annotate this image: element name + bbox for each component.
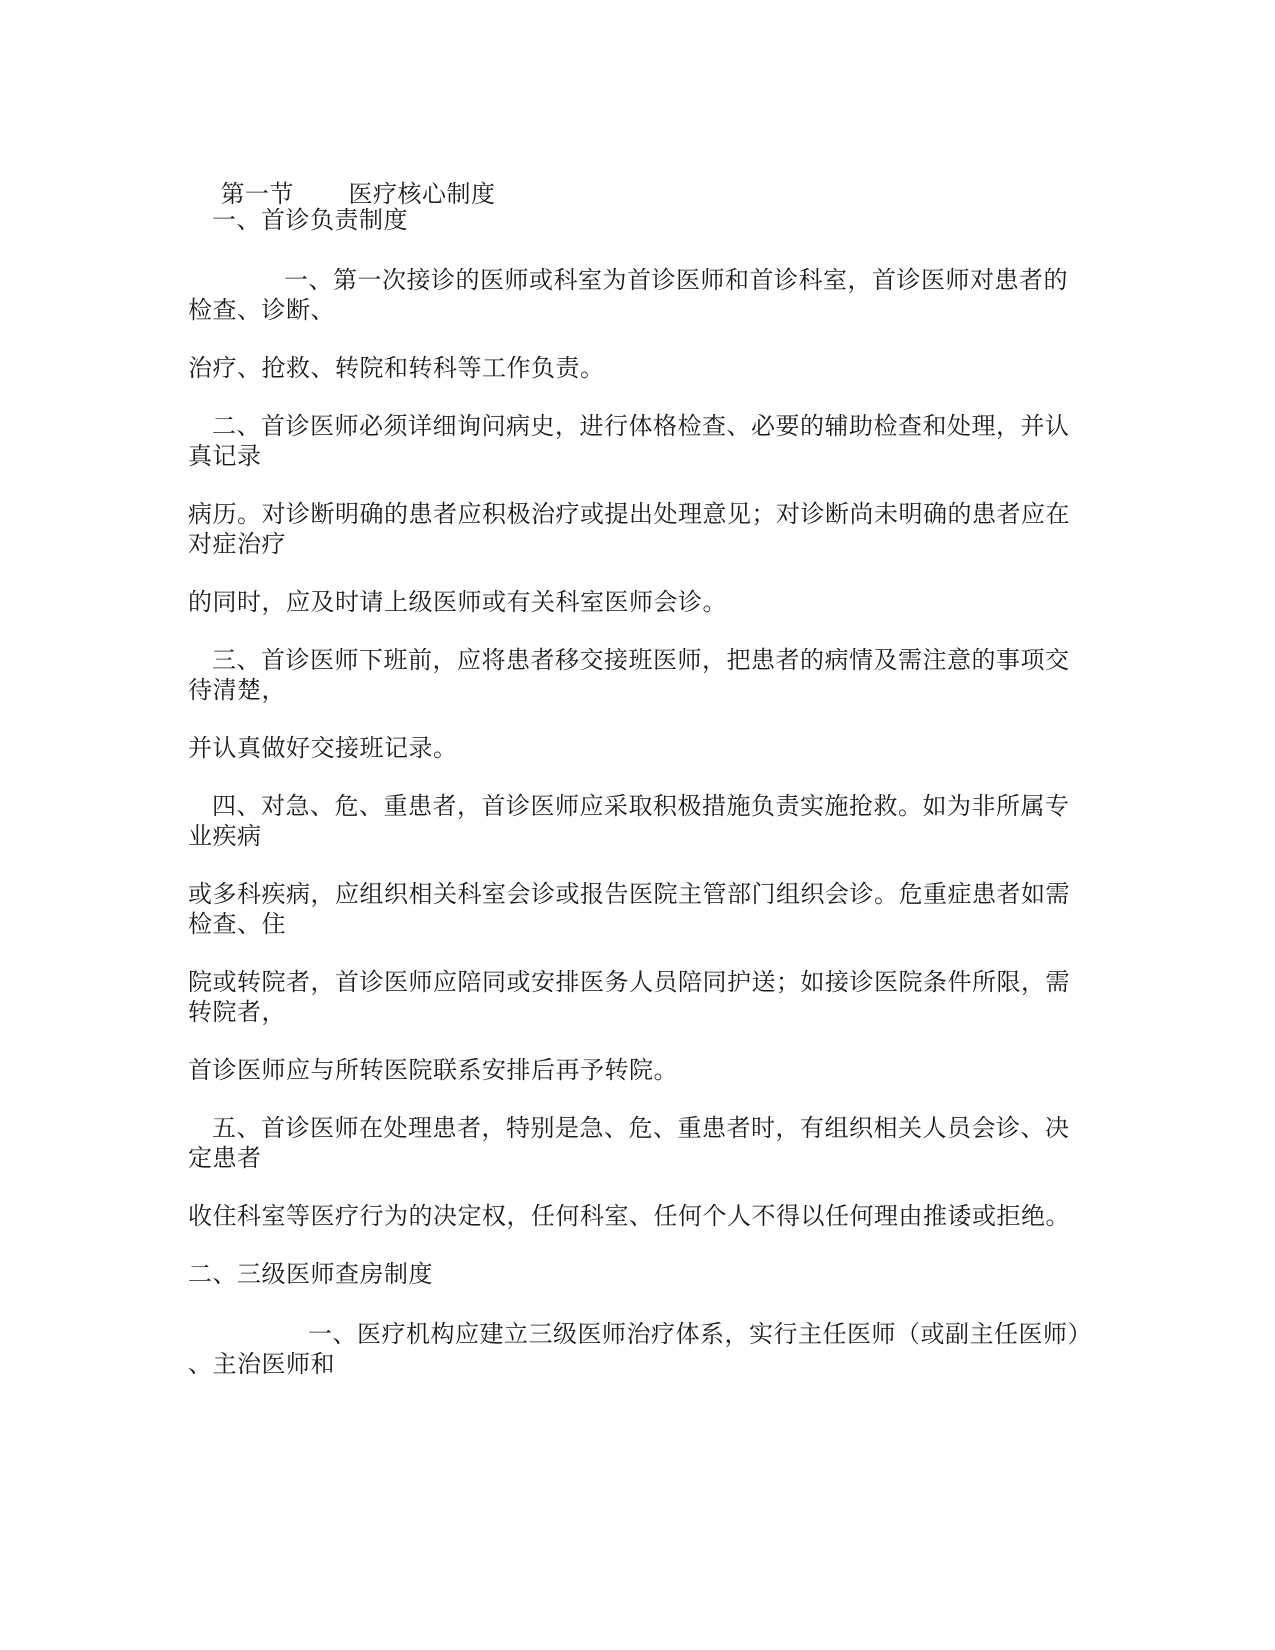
paragraph-line: 三、首诊医师下班前，应将患者移交接班医师，把患者的病情及需注意的事项交 [212,646,1070,674]
section-number: 第一节 [220,180,295,208]
document-page [188,0,1092,1650]
paragraph-line: 检查、住 [188,910,286,938]
paragraph-line: 业疾病 [188,822,262,850]
paragraph-line: 一、第一次接诊的医师或科室为首诊医师和首诊科室，首诊医师对患者的 [284,266,1068,294]
paragraph-line: 二、首诊医师必须详细询问病史，进行体格检查、必要的辅助检查和处理，并认 [212,412,1070,440]
paragraph-line: 转院者， [188,998,286,1026]
paragraph-line: 定患者 [188,1144,262,1172]
subsection-heading: 二、三级医师查房制度 [188,1260,433,1288]
paragraph-line: 并认真做好交接班记录。 [188,734,458,762]
paragraph-line: 治疗、抢救、转院和转科等工作负责。 [188,354,605,382]
paragraph-line: 对症治疗 [188,530,286,558]
paragraph-line: 、主治医师和 [188,1350,335,1378]
paragraph-line: 五、首诊医师在处理患者，特别是急、危、重患者时，有组织相关人员会诊、决 [212,1114,1070,1142]
paragraph-line: 的同时，应及时请上级医师或有关科室医师会诊。 [188,588,727,616]
paragraph-line: 或多科疾病，应组织相关科室会诊或报告医院主管部门组织会诊。危重症患者如需 [188,880,1070,908]
paragraph-line: 四、对急、危、重患者，首诊医师应采取积极措施负责实施抢救。如为非所属专 [212,792,1070,820]
paragraph-line: 一、医疗机构应建立三级医师治疗体系，实行主任医师（或副主任医师） [308,1320,1092,1348]
section-title: 医疗核心制度 [348,180,496,208]
paragraph-line: 待清楚， [188,676,286,704]
paragraph-line: 院或转院者，首诊医师应陪同或安排医务人员陪同护送；如接诊医院条件所限，需 [188,968,1070,996]
paragraph-line: 检查、诊断、 [188,296,335,324]
paragraph-line: 真记录 [188,442,262,470]
paragraph-line: 首诊医师应与所转医院联系安排后再予转院。 [188,1056,678,1084]
paragraph-line: 收住科室等医疗行为的决定权，任何科室、任何个人不得以任何理由推诿或拒绝。 [188,1202,1070,1230]
paragraph-line: 病历。对诊断明确的患者应积极治疗或提出处理意见；对诊断尚未明确的患者应在 [188,500,1070,528]
subsection-heading: 一、首诊负责制度 [212,206,408,234]
